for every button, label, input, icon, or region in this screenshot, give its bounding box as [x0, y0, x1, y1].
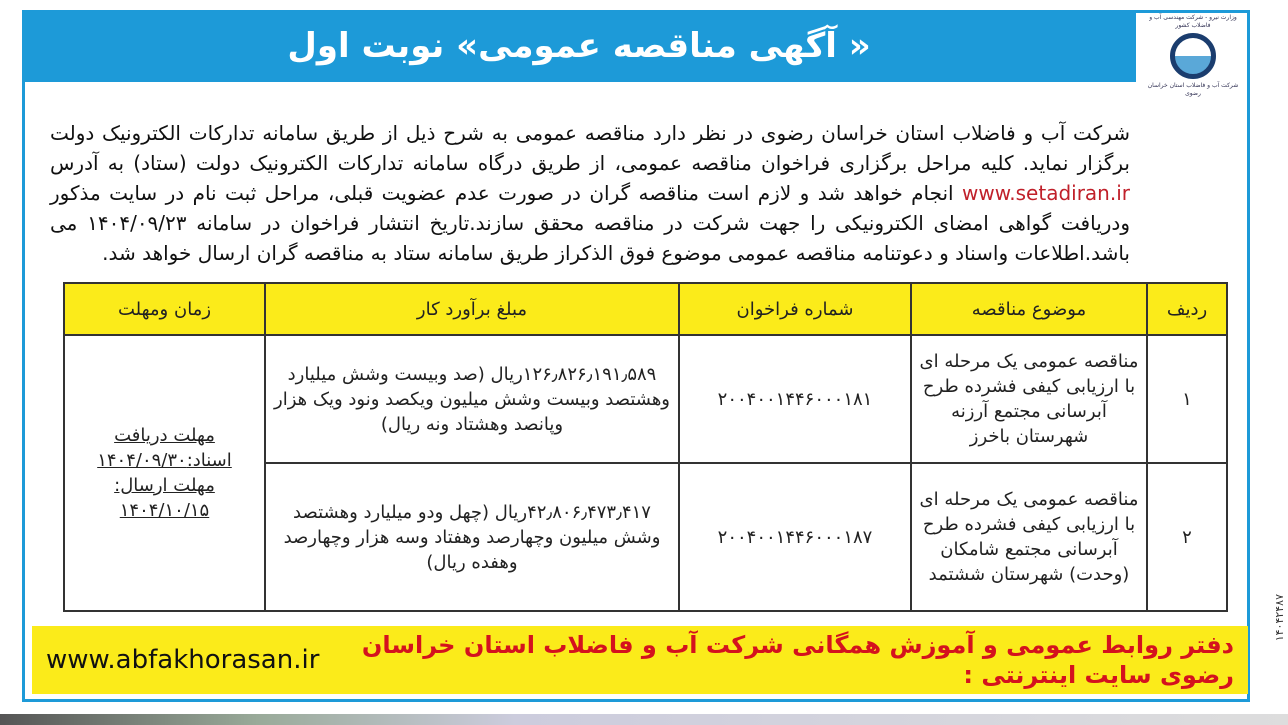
- bottom-image-strip: [0, 714, 1288, 725]
- receive-date: اسناد:۱۴۰۴/۰۹/۳۰: [97, 450, 232, 471]
- setadiran-link[interactable]: www.setadiran.ir: [962, 181, 1130, 205]
- tender-table: [63, 282, 1228, 612]
- col-header-subject: موضوع مناقصه: [911, 283, 1147, 335]
- intro-text-1: شرکت آب و فاضلاب استان خراسان رضوی در نظر دارد مناقصه عمومی به شرح ذیل از طریق سامانه تدارکات الکترونیک دولت برگزار نماید. کلیه مراحل برگزاری فراخوان مناقصه عمومی، از طریق درگاه سامانه تدارکات الکترونیک دولت (ستاد) به آدرس: [50, 121, 1130, 175]
- tender-number: ۲۰۰۴۰۰۱۴۴۶۰۰۰۱۸۱: [679, 335, 911, 463]
- subject: مناقصه عمومی یک مرحله ای با ارزیابی کیفی فشرده طرح آبرسانی مجتمع آرزنه شهرستان باخرز: [911, 335, 1147, 463]
- logo-text-bottom: شرکت آب و فاضلاب استان خراسان رضوی: [1147, 82, 1239, 97]
- footer-bar: [32, 626, 1248, 694]
- amount: ۱۲۶٫۸۲۶٫۱۹۱٫۵۸۹ریال (صد وبیست وشش میلیارد وهشتصد وبیست وشش میلیون ویکصد ونود ویک هزار وپانصد وهشتاد ونه ریال): [265, 335, 679, 463]
- deadline-cell: [64, 335, 265, 611]
- ad-title: « آگهی مناقصه عمومی» نوبت اول: [22, 10, 1136, 82]
- col-header-number: شماره فراخوان: [679, 283, 911, 335]
- side-code: ۱۴۰۴۲۴۸۷: [1273, 594, 1286, 642]
- tender-number: ۲۰۰۴۰۰۱۴۴۶۰۰۰۱۸۷: [679, 463, 911, 611]
- col-header-amount: مبلغ برآورد کار: [265, 283, 679, 335]
- intro-text-2: انجام خواهد شد و لازم است مناقصه گران در صورت عدم عضویت قبلی، مراحل ثبت نام در سایت مذکور ودریافت گواهی امضای الکترونیکی را جهت شرکت در مناقصه محقق سازند.تاریخ انتشار فراخوان در سامانه ۱۴۰۴/۰۹/۲۳ می باشد.اطلاعات واسناد و دعوتنامه مناقصه عمومی موضوع فوق الذکراز طریق سامانه ستاد به مناقصه گران ارسال خواهد شد.: [50, 181, 1130, 265]
- intro-paragraph: [50, 118, 1130, 268]
- table-header-row: [64, 283, 1227, 335]
- footer-website-link[interactable]: www.abfakhorasan.ir: [46, 645, 320, 675]
- col-header-deadline: زمان ومهلت: [64, 283, 265, 335]
- row-no: ۲: [1147, 463, 1227, 611]
- row-no: ۱: [1147, 335, 1227, 463]
- content-flow: [40, 118, 1234, 694]
- footer-text: دفتر روابط عمومی و آموزش همگانی شرکت آب و فاضلاب استان خراسان رضوی سایت اینترنتی :: [361, 631, 1234, 689]
- subject: مناقصه عمومی یک مرحله ای با ارزیابی کیفی فشرده طرح آبرسانی مجتمع شامکان (وحدت) شهرستان ششتمد: [911, 463, 1147, 611]
- table-row: [64, 335, 1227, 463]
- amount: ۴۲٫۸۰۶٫۴۷۳٫۴۱۷ریال (چهل ودو میلیارد وهشتصد وشش میلیون وچهارصد وهفتاد وسه هزار وچهارصد وهفده ریال): [265, 463, 679, 611]
- send-label: مهلت ارسال:: [114, 475, 215, 496]
- send-date: ۱۴۰۴/۱۰/۱۵: [119, 500, 210, 521]
- water-logo-icon: [1170, 33, 1216, 79]
- logo-text-top: وزارت نیرو - شرکت مهندسی آب و فاضلاب کشور: [1149, 14, 1237, 29]
- receive-label: مهلت دریافت: [114, 425, 215, 446]
- company-logo: [1140, 14, 1246, 98]
- col-header-row-no: ردیف: [1147, 283, 1227, 335]
